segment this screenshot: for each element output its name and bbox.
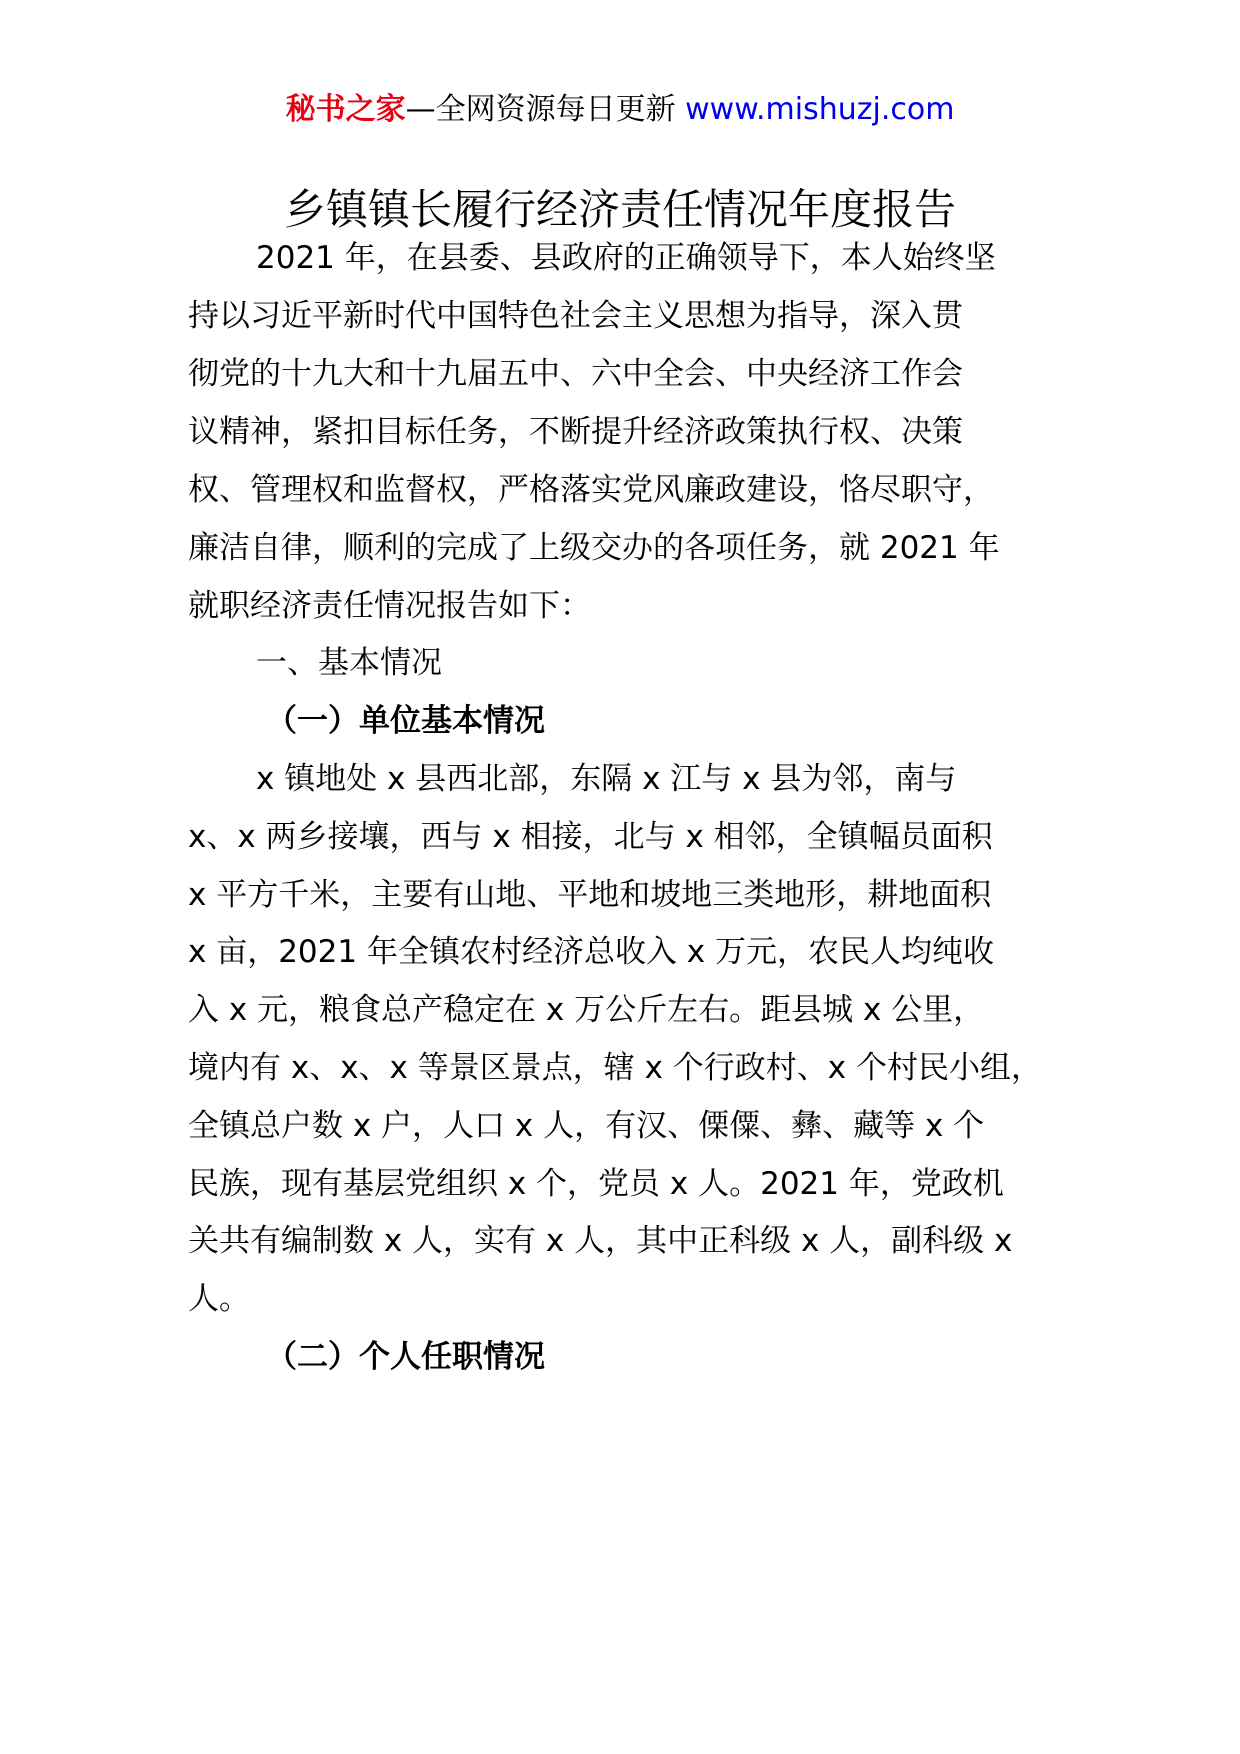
paragraph-line: 彻党的十九大和十九届五中、六中全会、中央经济工作会 (188, 356, 963, 392)
document-title: 乡镇镇长履行经济责任情况年度报告 (283, 185, 956, 234)
subsection-heading: （二）个人任职情况 (266, 1339, 545, 1375)
paragraph-line: 民族，现有基层党组织 x 个，党员 x 人。2021 年，党政机 (188, 1166, 1004, 1202)
site-slogan: —全网资源每日更新 (405, 92, 676, 127)
paragraph-line: 权、管理权和监督权，严格落实党风廉政建设，恪尽职守， (188, 472, 994, 508)
paragraph-line: 入 x 元，粮食总产稳定在 x 万公斤左右。距县城 x 公里， (188, 992, 985, 1028)
paragraph-line: 议精神，紧扣目标任务，不断提升经济政策执行权、决策 (188, 414, 963, 450)
subsection-heading: （一）单位基本情况 (266, 703, 545, 739)
paragraph-line: 2021 年，在县委、县政府的正确领导下，本人始终坚 (256, 240, 996, 276)
paragraph-line: 关共有编制数 x 人，实有 x 人，其中正科级 x 人，副科级 x (188, 1223, 1013, 1259)
brand-name: 秘书之家 (285, 92, 406, 127)
site-url-link[interactable]: www.mishuzj.com (685, 92, 955, 127)
section-heading: 一、基本情况 (256, 645, 442, 681)
paragraph-line: x、x 两乡接壤，西与 x 相接，北与 x 相邻，全镇幅员面积 (188, 819, 993, 855)
paragraph-line: x 平方千米，主要有山地、平地和坡地三类地形，耕地面积 (188, 877, 992, 913)
paragraph-line: 境内有 x、x、x 等景区景点，辖 x 个行政村、x 个村民小组， (188, 1050, 1042, 1086)
paragraph-line: x 镇地处 x 县西北部，东隔 x 江与 x 县为邻，南与 (256, 761, 957, 797)
paragraph-line: 全镇总户数 x 户，人口 x 人，有汉、傈僳、彝、藏等 x 个 (188, 1108, 985, 1144)
site-header (0, 88, 1240, 132)
paragraph-line: 就职经济责任情况报告如下： (188, 588, 591, 624)
paragraph-line: 人。 (188, 1281, 250, 1317)
paragraph-line: 廉洁自律，顺利的完成了上级交办的各项任务，就 2021 年 (188, 530, 1000, 566)
paragraph-line: 持以习近平新时代中国特色社会主义思想为指导，深入贯 (188, 298, 963, 334)
paragraph-line: x 亩，2021 年全镇农村经济总收入 x 万元，农民人均纯收 (188, 934, 994, 970)
